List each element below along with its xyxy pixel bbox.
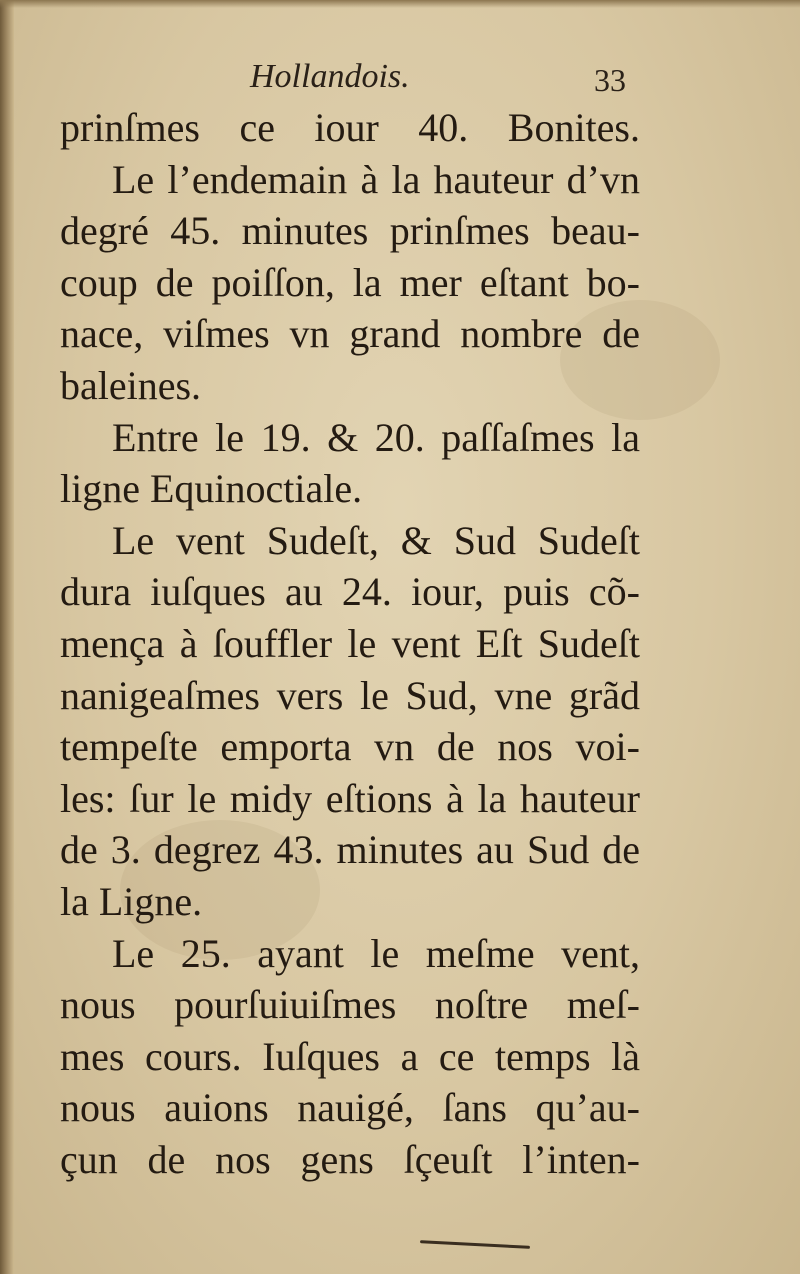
text-line: degré 45. minutes prinſmes beau- (60, 208, 640, 254)
text-line: la Ligne. (60, 878, 203, 924)
text-line: mes cours. Iuſques a ce temps là (60, 1033, 640, 1079)
catchword-rule (420, 1240, 530, 1249)
running-head (60, 58, 630, 102)
text-line: nace, viſmes vn grand nombre de (60, 311, 640, 357)
text-line: ligne Equinoctiale. (60, 466, 363, 512)
text-line: nous pourſuiuiſmes noſtre meſ- (60, 982, 640, 1028)
text-line: coup de poiſſon, la mer eſtant bo- (60, 259, 640, 305)
running-title: Hollandois. (250, 58, 410, 95)
text-line: çun de nos gens ſçeuſt l’inten- (60, 1136, 640, 1182)
text-line: nous auions nauigé, ſans qu’au- (60, 1085, 640, 1131)
text-line: baleines. (60, 362, 202, 408)
text-line: prinſmes ce iour 40. Bonites. (60, 105, 640, 150)
page-top-shadow (0, 0, 800, 8)
body-text (60, 102, 640, 1185)
page-number: 33 (594, 62, 626, 98)
text-line: nanigeaſmes vers le Sud, vne grãd (60, 672, 640, 718)
text-line: Le vent Sudeſt, & Sud Sudeſt (112, 517, 640, 563)
text-line: mença à ſouffler le vent Eſt Sudeſt (60, 620, 640, 666)
page-gutter-shadow (0, 0, 14, 1274)
text-line: les: ſur le midy eſtions à la hauteur (60, 775, 640, 821)
text-line: Le l’endemain à la hauteur d’vn (112, 156, 640, 202)
text-line: Le 25. ayant le meſme vent, (112, 930, 640, 976)
text-line: dura iuſques au 24. iour, puis cõ- (60, 569, 640, 615)
text-line: de 3. degrez 43. minutes au Sud de (60, 827, 640, 873)
text-line: Entre le 19. & 20. paſſaſmes la (112, 414, 640, 460)
text-line: tempeſte emporta vn de nos voi- (60, 724, 640, 770)
